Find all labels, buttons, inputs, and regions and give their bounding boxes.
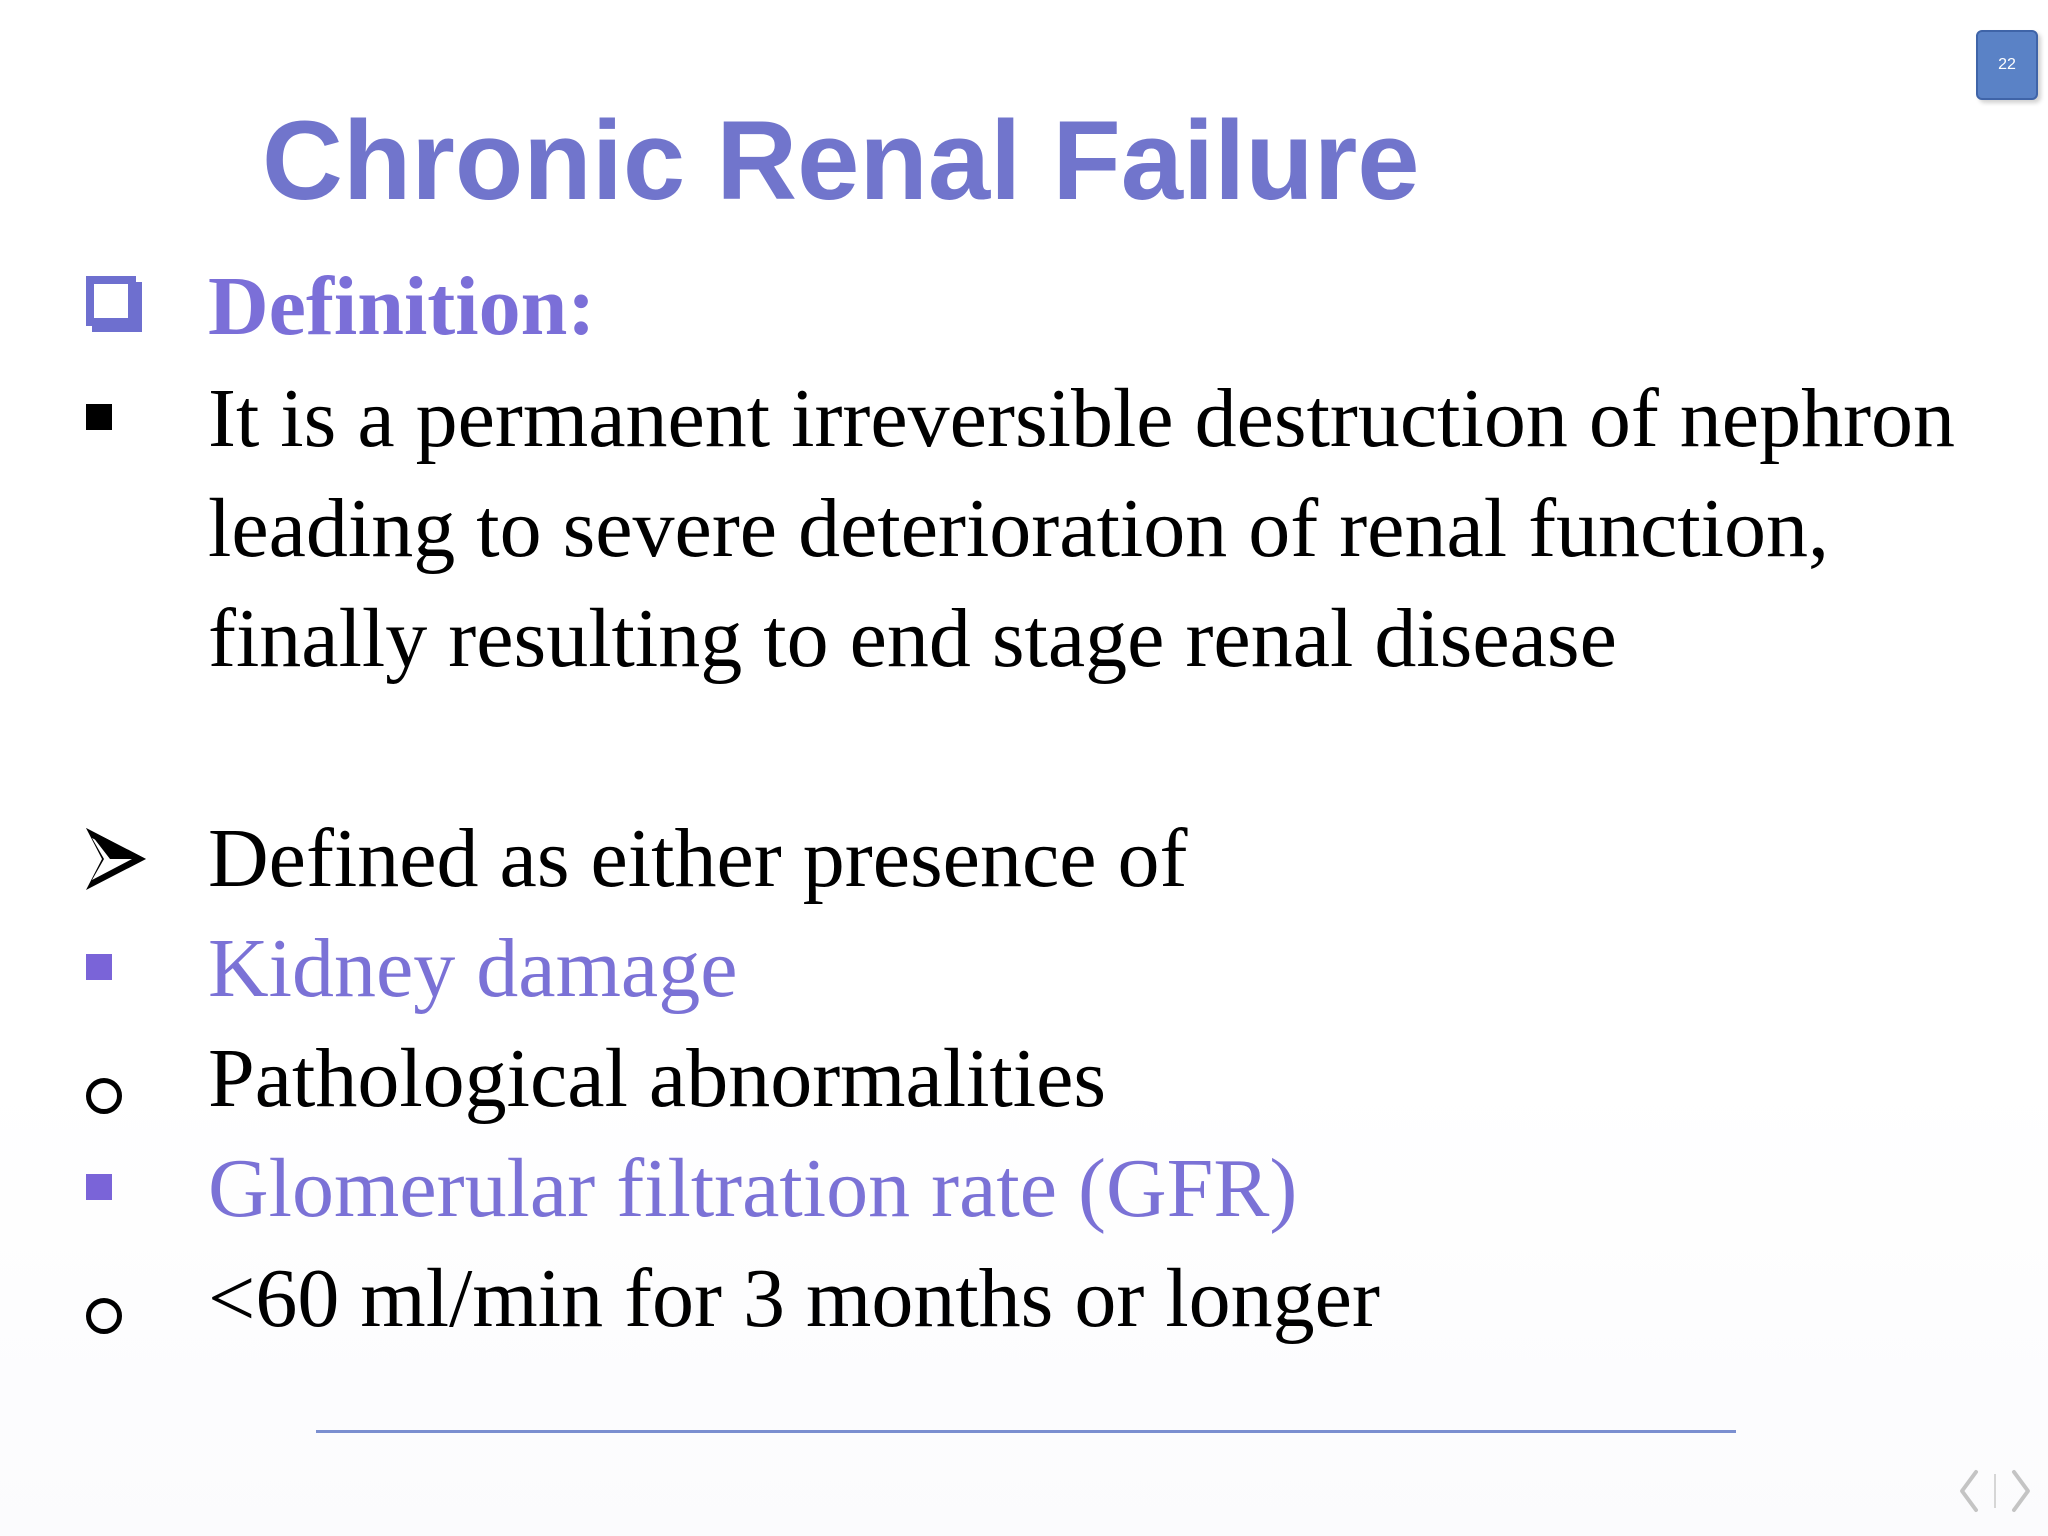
list-item-text: Pathological abnormalities [208, 1032, 1107, 1125]
list-item [0, 1134, 2048, 1244]
list-item-text: <60 ml/min for 3 months or longer [208, 1252, 1380, 1345]
list-item [0, 914, 2048, 1024]
square-bullet-icon [86, 954, 112, 980]
square-bullet-icon [86, 404, 112, 430]
page-number-badge [1976, 30, 2038, 100]
list-item [0, 364, 2048, 804]
list-item [0, 804, 2048, 914]
chevron-right-icon[interactable] [2014, 1472, 2028, 1510]
circle-bullet-icon [86, 1298, 122, 1334]
list-item [0, 1024, 2048, 1134]
heading-row [0, 252, 2048, 362]
square-bullet-icon [86, 1174, 112, 1200]
checkbox-icon [86, 276, 136, 326]
list-item-text: Kidney damage [208, 922, 738, 1015]
arrow-bullet-icon [86, 828, 146, 890]
footer-divider [316, 1430, 1736, 1433]
chevron-left-icon[interactable] [1962, 1472, 1976, 1510]
slide-title: Chronic Renal Failure [262, 98, 1420, 223]
list-item [0, 1244, 2048, 1354]
list-item-text: Defined as either presence of [208, 812, 1188, 905]
page-number: 22 [1998, 56, 2016, 73]
slide-navigation [1954, 1468, 2036, 1514]
circle-bullet-icon [86, 1078, 122, 1114]
definition-heading: Definition: [208, 260, 596, 353]
list-item-text: Glomerular filtration rate (GFR) [208, 1142, 1298, 1235]
list-item-text: It is a permanent irreversible destruction of nephron leading to severe deterioration of renal function, finally resulting to end stage renal disease [208, 372, 1956, 685]
